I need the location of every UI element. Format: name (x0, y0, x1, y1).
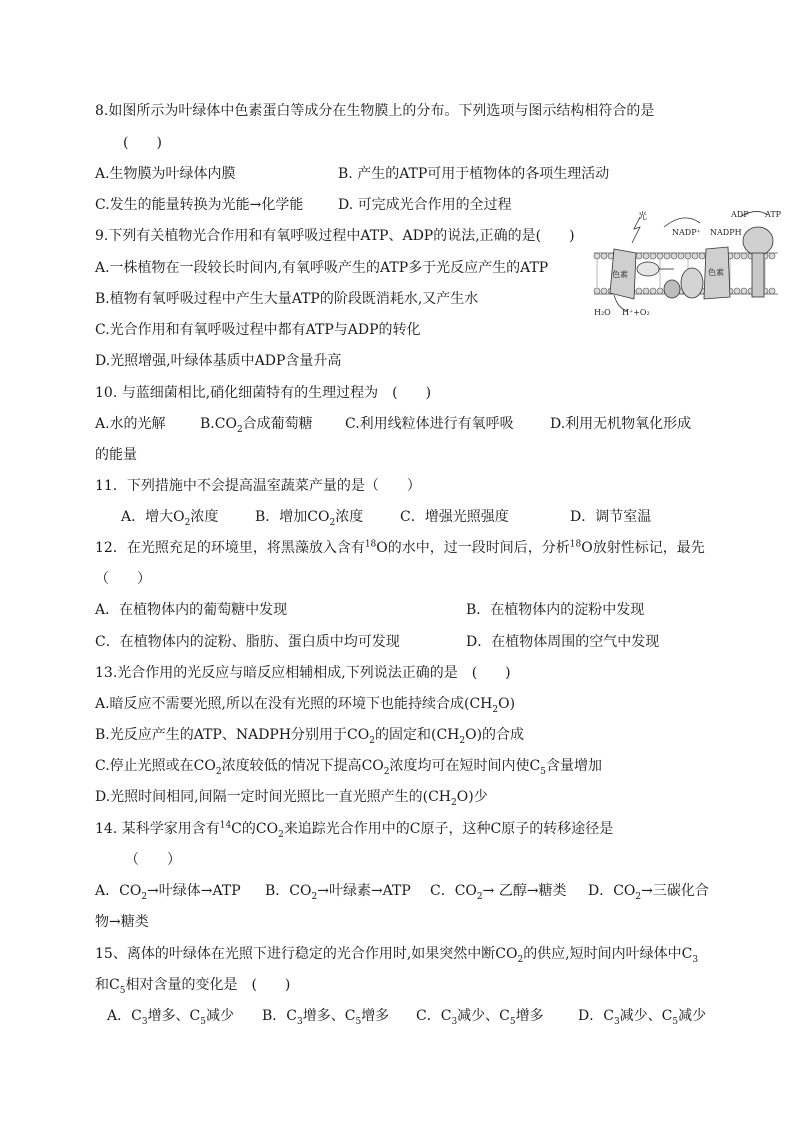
proton-oxygen-label: H⁺+O₂ (622, 308, 650, 317)
water-label: H₂O (594, 308, 611, 317)
q9-option-d: D.光照增强,叶绿体基质中ADP含量升高 (95, 353, 342, 369)
q12-option-b: B．在植物体内的淀粉中发现 (466, 602, 645, 618)
q15-option-d: D．$C_3$减少、$C_5$减少 (578, 1008, 707, 1027)
q15-stem-cont: 和$C_5$相对含量的变化是 ( ) (95, 977, 291, 996)
q10-option-d: D.利用无机物氧化形成 (550, 416, 692, 432)
q11-option-a: A．增大$O_2$浓度 (121, 509, 219, 528)
nadp-label: NADP⁺ (672, 228, 701, 237)
q12-option-c: C．在植物体内的淀粉、脂肪、蛋白质中均可发现 (95, 634, 400, 650)
electron-carrier (664, 268, 703, 298)
q8-option-d: D. 可完成光合作用的全过程 (338, 197, 512, 213)
q12-paren: （ ） (95, 571, 151, 587)
atp-label: ATP (765, 210, 782, 219)
q12-option-d: D．在植物体周围的空气中发现 (466, 634, 660, 650)
q11-option-c: C．增强光照强度 (400, 509, 509, 525)
pigment-label-2: 色素 (708, 268, 724, 277)
q13-stem: 13.光合作用的光反应与暗反应相辅相成,下列说法正确的是 ( ) (95, 665, 511, 681)
nadph-label: NADPH (710, 228, 742, 237)
q15-option-b: B．$C_3$增多、$C_5$增多 (262, 1008, 390, 1027)
q13-option-c: C.停止光照或在$CO_2$浓度较低的情况下提高$CO_2$浓度均可在短时间内使$C_5$含量增加 (95, 758, 602, 777)
q11-option-b: B．增加$CO_2$浓度 (255, 509, 364, 528)
q8-option-a: A.生物膜为叶绿体内膜 (95, 166, 236, 182)
q10-stem: 10. 与蓝细菌相比,硝化细菌特有的生理过程为 ( ) (95, 385, 432, 401)
pigment-label-1: 色素 (612, 270, 628, 279)
q13-option-d: D.光照时间相同,间隔一定时间光照比一直光照产生的$(CH_2O)$少 (95, 789, 488, 808)
q14-option-d: D．$CO_2\to$三碳化合 (588, 883, 709, 902)
q15-stem: 15、离体的叶绿体在光照下进行稳定的光合作用时,如果突然中断$CO_2$的供应,短时间内叶绿体中$C_3$ (95, 946, 699, 965)
q11-stem: 11．下列措施中不会提高温室蔬菜产量的是（ ） (95, 478, 421, 494)
atp-synthase (743, 227, 773, 297)
q9-option-a: A.一株植物在一段较长时间内,有氧呼吸产生的ATP多于光反应产生的ATP (95, 260, 549, 276)
thylakoid-membrane-diagram (588, 203, 786, 323)
adp-label: ADP (731, 210, 749, 219)
q10-option-c: C.利用线粒体进行有氧呼吸 (345, 416, 514, 432)
q10-option-b: $B.CO_2$合成葡萄糖 (200, 416, 313, 435)
q14-option-a: A．$CO_2\to$叶绿体→ATP (95, 883, 241, 902)
q13-option-a: A.暗反应不需要光照,所以在没有光照的环境下也能持续合成$(CH_2O)$ (95, 696, 516, 715)
q12-stem: 12．在光照充足的环境里，将黑藻放入含有$^{18}$O的水中，过一段时间后，分析$^{18}$O放射性标记，最先 (95, 539, 705, 556)
q10-option-a: A.水的光解 (95, 416, 166, 432)
q11-option-d: D．调节室温 (570, 509, 652, 525)
q15-option-a: A．$C_3$增多、$C_5$减少 (107, 1008, 235, 1027)
q9-option-b: B.植物有氧呼吸过程中产生大量ATP的阶段既消耗水,又产生水 (95, 291, 479, 307)
q14-stem: 14. 某科学家用含有$^{14}$C的$CO_2$来追踪光合作用中的C原子，这种C原子的转移途径是 (95, 820, 614, 840)
q15-option-c: C．$C_3$减少、$C_5$增多 (416, 1008, 544, 1027)
q14-paren: （ ） (125, 852, 181, 868)
q9-option-c: C.光合作用和有氧呼吸过程中都有ATP与ADP的转化 (95, 322, 421, 338)
q8-paren: ( ) (123, 135, 162, 151)
q12-option-a: A．在植物体内的葡萄糖中发现 (95, 602, 288, 618)
q10-option-d-cont: 的能量 (95, 447, 137, 463)
q13-option-b: B.光反应产生的ATP、NADPH分别用于$CO_2$的固定和$(CH_2O)$的合成 (95, 727, 525, 746)
q8-option-c: C.发生的能量转换为光能→化学能 (95, 197, 304, 213)
q8-stem: 8.如图所示为叶绿体中色素蛋白等成分在生物膜上的分布。下列选项与图示结构相符合的是 (95, 103, 655, 119)
q8-option-b: B. 产生的ATP可用于植物体的各项生理活动 (338, 166, 610, 182)
q14-option-b: B．$CO_2\to$叶绿素→ATP (265, 883, 411, 902)
q14-option-c: C．$CO_2\to$ 乙醇→糖类 (430, 883, 567, 902)
q14-option-d-cont: 物→糖类 (95, 914, 149, 930)
q9-stem: 9.下列有关植物光合作用和有氧呼吸过程中ATP、ADP的说法,正确的是( ) (95, 228, 575, 244)
light-label: 光 (638, 212, 648, 222)
